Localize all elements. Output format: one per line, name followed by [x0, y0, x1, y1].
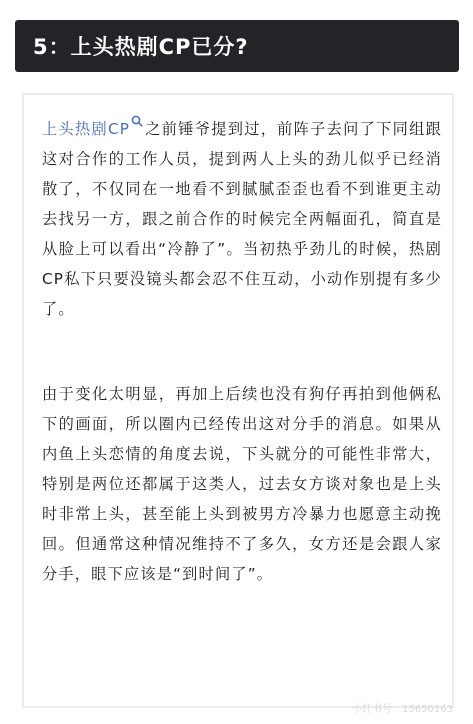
- paragraph-2: 由于变化太明显，再加上后续也没有狗仔再拍到他俩私下的画面，所以圈内已经传出这对分手的消息。如果从内鱼上头恋情的角度去说，下头就分的可能性非常大，特别是两位还都属于这类人，过去女方谈对象也是上头时非常上头，甚至能上头到被男方冷暴力也愿意主动挽回。但通常这种情况维持不了多久，女方还是会跟人家分手，眼下应该是“到时间了”。: [42, 385, 442, 583]
- watermark: 小红书号：15650163: [352, 704, 453, 715]
- keyword-link[interactable]: 上头热剧CP: [42, 120, 131, 138]
- section-title: 5：上头热剧CP已分?: [33, 35, 249, 59]
- paragraph-1-text: 之前锤爷提到过，前阵子去问了下同组跟这对合作的工作人员，提到两人上头的劲儿似乎已经消散了，不仅同在一地看不到腻腻歪歪也看不到谁更主动去找另一方，跟之前合作的时候完全两幅面孔，简直是从脸上可以看出“冷静了”。当初热乎劲儿的时候，热剧CP私下只要没镜头都会忍不住互动，小动作别提有多少了。: [42, 120, 442, 318]
- paragraph-1: [42, 114, 442, 324]
- article-body: [22, 93, 454, 708]
- search-icon[interactable]: [130, 114, 144, 128]
- section-heading: [15, 20, 459, 72]
